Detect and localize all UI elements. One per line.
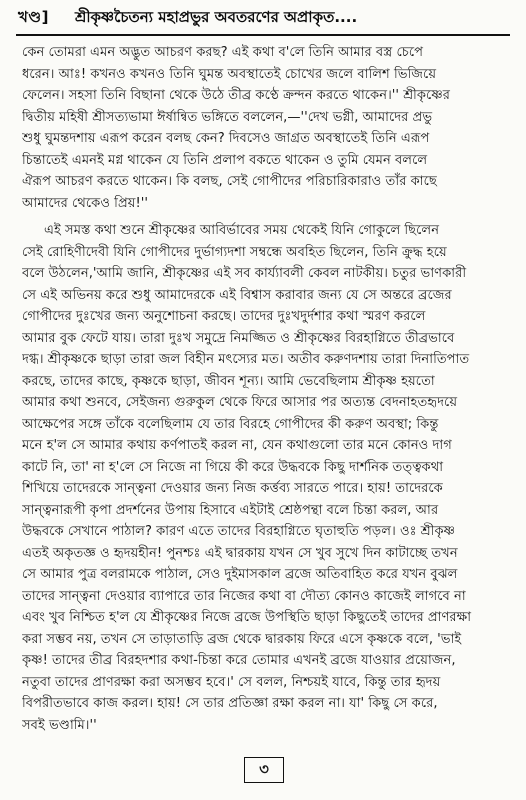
text-line: করা সম্ভব নয়, তখন সে তাড়াতাড়ি ব্রজ থেকে দ্বারকায় ফিরে এসে কৃষ্ণকে বলে, 'ভাই [22, 631, 462, 647]
text-line: মনে হ'ল সে আমার কথায় কর্ণপাতই করল না, যেন কথাগুলো তার মনে কোনও দাগ [22, 438, 452, 453]
text-line: তাদের সান্ত্বনা দেওয়ার ব্যাপারে তার নিজের কথা বা দৌত্য কোনও কাজেই লাগবে না [22, 588, 466, 604]
header-rule [16, 34, 510, 36]
text-line: সে এই অভিনয় করে শুধু আমাদেরকে এই বিশ্বাস করাবার জন্য যে সে অন্তরে ব্রজের [22, 287, 452, 303]
text-line: বিপরীতভাবে কাজ করল। হায়! সে তার প্রতিজ্ঞা রক্ষা করল না। যা' কিছু সে করে, [22, 696, 438, 711]
text-line: গোপীদের দুঃখের জন্য অনুশোচনা করছে। তাদের দুঃখদুর্দশার কথা স্মরণ করলে [22, 309, 426, 324]
text-line: শিখিয়ে তাদেরকে সান্ত্বনা দেওয়ার জন্য নিজ কর্ত্তব্য সারতে পারে। হায়! তাদেরকে [22, 481, 443, 496]
text-line: এতই অকৃতজ্ঞ ও হৃদয়হীন! পুনশ্চঃ এই দ্বারকায় যখন সে খুব সুখে দিন কাটাচ্ছে তখন [22, 545, 458, 561]
text-line: ঐরূপ আচরণ করতে থাকেন। কি বলছ, সেই গোপীদের পরিচারিকারাও তাঁর কাছে [22, 174, 437, 189]
text-line: দগ্ধ। শ্রীকৃষ্ণকে ছাড়া তারা জল বিহীন মৎস্যের মত। অতীব করুণদশায় তারা দিনাতিপাত [22, 352, 470, 367]
text-line: কেন তোমরা এমন অদ্ভুত আচরণ করছ? এই কথা ব'লে তিনি আমার বস্ত্র চেপে [22, 45, 424, 60]
text-line: শুধু ঘুমন্তদশায় এরূপ করেন বলছ কেন? দিবসেও জাগ্রত অবস্থাতেই তিনি এরূপ [22, 131, 430, 146]
paragraph-2 [22, 220, 506, 736]
page-number: ৩ [244, 757, 284, 783]
text-line: সান্ত্বনারূপী কৃপা প্রদর্শনের উপায় হিসাবে এইটাই শ্রেষ্ঠপন্থা বলে চিন্তা করল, আর [22, 502, 439, 518]
text-line: কৃষ্ণ! তাদের তীব্র বিরহদশার কথা-চিন্তা করে তোমার এখনই ব্রজে যাওয়ার প্রয়োজন, [22, 653, 456, 668]
text-line: এই সমস্ত কথা শুনে শ্রীকৃষ্ণের আবির্ভাবের সময় থেকেই যিনি গোকুলে ছিলেন [44, 223, 440, 238]
text-line: আমাদের থেকেও প্রিয়!'' [22, 195, 148, 211]
text-line: কাটে নি, তা' না হ'লে সে নিজে না গিয়ে কী করে উদ্ধবকে কিছু দার্শনিক তত্ত্বকথা [22, 459, 444, 475]
paragraph-1 [22, 42, 506, 214]
text-line: দ্বিতীয় মহিষী শ্রীসত্যভামা ঈর্ষান্বিত ভঙ্গিতে বললেন,—''দেখ ভগ্নী, আমাদের প্রভু [22, 109, 433, 125]
text-line: চিন্তাতেই এমনই মগ্ন থাকেন যে তিনি প্রলাপ বকতে থাকেন ও তুমি যেমন বললে [22, 152, 428, 168]
text-line: ধরেন। আঃ! কখনও কখনও তিনি ঘুমন্ত অবস্থাতেই চোখের জলে বালিশ ভিজিয়ে [22, 66, 437, 82]
text-line: আক্ষেপের সঙ্গে তাঁকে বলেছিলাম যে তার বিরহে গোপীদের কী করুণ অবস্থা; কিন্তু [22, 416, 439, 432]
text-line: সে আমার পুত্র বলরামকে পাঠাল, সেও দুইমাসকাল ব্রজে অতিবাহিত করে যখন বুঝল [22, 567, 458, 582]
body-text [22, 42, 506, 736]
text-line: সবই ভণ্ডামি।'' [22, 717, 97, 733]
text-line: নতুবা তাদের প্রাণরক্ষা করা অসম্ভব হবে।' সে বলল, নিশ্চয়ই যাবে, কিন্তু তার হৃদয় [22, 674, 441, 690]
text-line: ফেলেন। সহসা তিনি বিছানা থেকে উঠে তীব্র কণ্ঠে ক্রন্দন করতে থাকেন।'' শ্রীকৃষ্ণের [22, 88, 450, 103]
text-line: সেই রোহিণীদেবী যিনি গোপীদের দুর্ভাগ্যদশা সম্বন্ধে অবহিত ছিলেন, তিনি ক্রুদ্ধ হয়ে [22, 244, 447, 260]
text-line: করছে, তাদের কাছে, কৃষ্ণকে ছাড়া, জীবন শূন্য। আমি ভেবেছিলাম শ্রীকৃষ্ণ হয়তো [22, 373, 435, 389]
chapter-label: খণ্ড] [18, 7, 49, 26]
text-line: আমার কথা শুনবে, সেইজন্য গুরুকুল থেকে ফিরে আসার পর অত্যন্ত বেদনাহতহৃদয়ে [22, 395, 458, 410]
text-line: এবং খুব নিশ্চিত হ'ল যে শ্রীকৃষ্ণের নিজে ব্রজে উপস্থিতি ছাড়া কিছুতেই তাদের প্রাণরক্ষা [22, 610, 472, 625]
text-line: আমার বুক ফেটে যায়। তারা দুঃখ সমুদ্রে নিমজ্জিত ও শ্রীকৃষ্ণের বিরহাগ্নিতে তীব্রভাবে [22, 330, 455, 346]
running-title: শ্রীকৃষ্ণচৈতন্য মহাপ্রভুর অবতরণের অপ্রাকৃত.... [74, 7, 358, 26]
text-line: বলে উঠলেন,'আমি জানি, শ্রীকৃষ্ণের এই সব কার্য্যাবলী কেবল নাটকীয়। চতুর ভাণকারী [22, 266, 467, 281]
text-line: উদ্ধবকে সেখানে পাঠাল? কারণ এতে তাদের বিরহাগ্নিতে ঘৃতাহুতি পড়ল। ওঃ শ্রীকৃষ্ণ [22, 524, 456, 539]
running-header [18, 6, 508, 30]
